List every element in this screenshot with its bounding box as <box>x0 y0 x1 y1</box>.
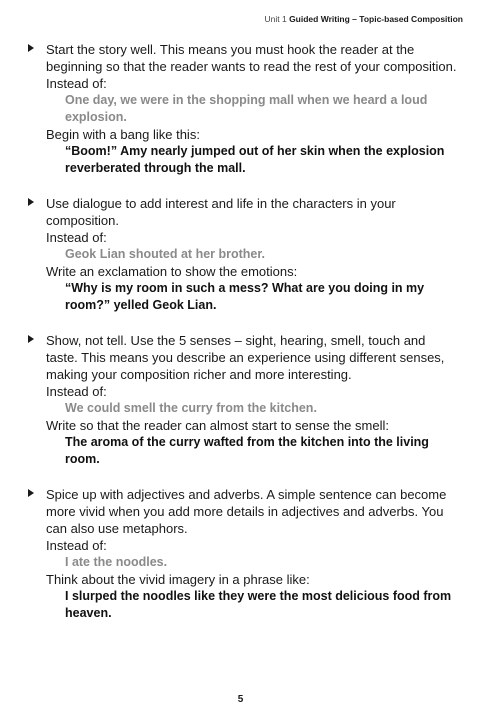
strong-example: “Boom!” Amy nearly jumped out of her skin when the explosion reverberated through the mall. <box>65 144 445 175</box>
tips-list <box>0 41 481 640</box>
tip-lead: Spice up with adjectives and adverbs. A simple sentence can become more vivid when you add more details in adjectives and adverbs. You can also use metaphors. <box>46 487 447 536</box>
better-label: Begin with a bang like this: <box>46 127 200 142</box>
page-number: 5 <box>237 694 244 705</box>
better-label: Think about the vivid imagery in a phrase like: <box>46 572 310 587</box>
tip-lead: Use dialogue to add interest and life in the characters in your composition. <box>46 196 396 228</box>
running-header <box>264 14 463 24</box>
unit-label: Unit 1 <box>264 14 287 24</box>
weak-example: We could smell the curry from the kitchen. <box>65 401 317 415</box>
tip-lead: Start the story well. This means you must hook the reader at the beginning so that the reader wants to read the rest of your composition. <box>46 42 457 74</box>
tip-item-3 <box>0 332 481 468</box>
tip-item-2 <box>0 195 481 314</box>
instead-label: Instead of: <box>46 230 107 245</box>
tip-item-1 <box>0 41 481 177</box>
strong-example: I slurped the noodles like they were the most delicious food from heaven. <box>65 589 452 620</box>
tip-item-4 <box>0 486 481 622</box>
strong-example: The aroma of the curry wafted from the kitchen into the living room. <box>65 435 429 466</box>
instead-label: Instead of: <box>46 538 107 553</box>
instead-label: Instead of: <box>46 76 107 91</box>
bullet-arrow-icon <box>28 335 34 343</box>
weak-example: One day, we were in the shopping mall when we heard a loud explosion. <box>65 93 428 124</box>
strong-example: “Why is my room in such a mess? What are you doing in my room?” yelled Geok Lian. <box>65 281 425 312</box>
bullet-arrow-icon <box>28 489 34 497</box>
bullet-arrow-icon <box>28 44 34 52</box>
instead-label: Instead of: <box>46 384 107 399</box>
bullet-arrow-icon <box>28 198 34 206</box>
better-label: Write an exclamation to show the emotions: <box>46 264 298 279</box>
tip-lead: Show, not tell. Use the 5 senses – sight, hearing, smell, touch and taste. This means you describe an experience using different senses, making your composition richer and more interesting. <box>46 333 445 382</box>
better-label: Write so that the reader can almost start to sense the smell: <box>46 418 389 433</box>
header-title: Guided Writing – Topic-based Composition <box>289 14 463 24</box>
weak-example: I ate the noodles. <box>65 555 168 569</box>
weak-example: Geok Lian shouted at her brother. <box>65 247 266 261</box>
